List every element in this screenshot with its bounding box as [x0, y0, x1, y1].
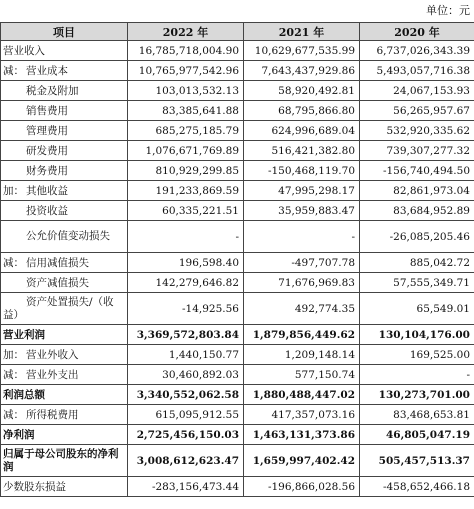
- cell-2021: 68,795,866.80: [244, 101, 360, 121]
- table-row: [1, 253, 474, 273]
- cell-2020: 739,307,277.32: [360, 141, 474, 161]
- cell-2022: -: [128, 221, 244, 253]
- table-row: [1, 385, 474, 405]
- row-label: [1, 445, 128, 477]
- table-row: [1, 365, 474, 385]
- row-prefix: 加：: [3, 185, 24, 197]
- cell-2022: 30,460,892.03: [128, 365, 244, 385]
- table-row: [1, 61, 474, 81]
- table-row: [1, 293, 474, 325]
- cell-2020: 169,525.00: [360, 345, 474, 365]
- cell-2022: 1,076,671,769.89: [128, 141, 244, 161]
- table-row: [1, 101, 474, 121]
- cell-2020: 505,457,513.37: [360, 445, 474, 477]
- cell-2022: 810,929,299.85: [128, 161, 244, 181]
- cell-2021: -497,707.78: [244, 253, 360, 273]
- cell-2021: 1,879,856,449.62: [244, 325, 360, 345]
- row-label-text: 营业利润: [3, 329, 45, 341]
- row-label-text: 资产处置损失/（收益）: [3, 295, 114, 321]
- row-label-text: 研发费用: [26, 145, 68, 157]
- table-row: [1, 345, 474, 365]
- row-label-text: 营业外支出: [26, 369, 79, 381]
- table-header-row: [1, 23, 474, 41]
- row-label-text: 少数股东损益: [3, 481, 66, 493]
- row-label: [1, 201, 128, 221]
- row-label: [1, 81, 128, 101]
- row-label-text: 利润总额: [3, 389, 45, 401]
- row-prefix: 加：: [3, 349, 24, 361]
- row-label-text: 信用减值损失: [26, 257, 89, 269]
- header-2021: 2021 年: [244, 23, 360, 41]
- cell-2022: 10,765,977,542.96: [128, 61, 244, 81]
- cell-2020: 57,555,349.71: [360, 273, 474, 293]
- cell-2022: 3,340,552,062.58: [128, 385, 244, 405]
- cell-2021: 1,659,997,402.42: [244, 445, 360, 477]
- cell-2022: 191,233,869.59: [128, 181, 244, 201]
- cell-2022: 2,725,456,150.03: [128, 425, 244, 445]
- row-label: [1, 41, 128, 61]
- table-row: [1, 425, 474, 445]
- table-row: [1, 221, 474, 253]
- table-row: [1, 445, 474, 477]
- row-prefix: 减：: [3, 65, 24, 77]
- cell-2020: -: [360, 365, 474, 385]
- cell-2020: 83,684,952.89: [360, 201, 474, 221]
- cell-2021: -: [244, 221, 360, 253]
- cell-2022: 83,385,641.88: [128, 101, 244, 121]
- cell-2022: 615,095,912.55: [128, 405, 244, 425]
- cell-2020: 46,805,047.19: [360, 425, 474, 445]
- cell-2020: 130,104,176.00: [360, 325, 474, 345]
- row-label-text: 归属于母公司股东的净利润: [3, 447, 119, 473]
- table-row: [1, 405, 474, 425]
- cell-2020: 82,861,973.04: [360, 181, 474, 201]
- row-label: [1, 345, 128, 365]
- row-label: [1, 385, 128, 405]
- cell-2020: 6,737,026,343.39: [360, 41, 474, 61]
- row-label-text: 公允价值变动损失: [26, 230, 110, 242]
- row-label-text: 财务费用: [26, 165, 68, 177]
- header-item: 项目: [1, 23, 128, 41]
- cell-2021: 58,920,492.81: [244, 81, 360, 101]
- cell-2021: 47,995,298.17: [244, 181, 360, 201]
- row-label: [1, 181, 128, 201]
- row-label-text: 税金及附加: [26, 85, 79, 97]
- row-label: [1, 365, 128, 385]
- cell-2021: -196,866,028.56: [244, 477, 360, 497]
- table-row: [1, 121, 474, 141]
- cell-2021: 1,209,148.14: [244, 345, 360, 365]
- row-label-text: 其他收益: [26, 185, 68, 197]
- row-label: [1, 253, 128, 273]
- row-label: [1, 425, 128, 445]
- table-row: [1, 41, 474, 61]
- cell-2022: 685,275,185.79: [128, 121, 244, 141]
- row-label: [1, 477, 128, 497]
- cell-2022: 142,279,646.82: [128, 273, 244, 293]
- cell-2020: 24,067,153.93: [360, 81, 474, 101]
- cell-2021: -150,468,119.70: [244, 161, 360, 181]
- row-label-text: 营业外收入: [26, 349, 79, 361]
- cell-2022: 103,013,532.13: [128, 81, 244, 101]
- table-row: [1, 477, 474, 497]
- row-label: [1, 121, 128, 141]
- table-row: [1, 141, 474, 161]
- cell-2020: 885,042.72: [360, 253, 474, 273]
- row-label-text: 营业成本: [26, 65, 68, 77]
- unit-label: 单位：元: [426, 4, 470, 17]
- row-label: [1, 101, 128, 121]
- cell-2021: 492,774.35: [244, 293, 360, 325]
- cell-2020: 65,549.01: [360, 293, 474, 325]
- cell-2022: 3,369,572,803.84: [128, 325, 244, 345]
- row-label-text: 净利润: [3, 429, 35, 441]
- cell-2021: 71,676,969.83: [244, 273, 360, 293]
- row-label: [1, 405, 128, 425]
- cell-2021: 1,463,131,373.86: [244, 425, 360, 445]
- row-prefix: 减：: [3, 369, 24, 381]
- cell-2022: -14,925.56: [128, 293, 244, 325]
- cell-2021: 1,880,488,447.02: [244, 385, 360, 405]
- cell-2020: -156,740,494.50: [360, 161, 474, 181]
- table-row: [1, 181, 474, 201]
- header-2022: 2022 年: [128, 23, 244, 41]
- cell-2021: 516,421,382.80: [244, 141, 360, 161]
- row-prefix: 减：: [3, 257, 24, 269]
- table-body: [1, 41, 474, 497]
- cell-2020: -458,652,466.18: [360, 477, 474, 497]
- row-label-text: 管理费用: [26, 125, 68, 137]
- row-label-text: 投资收益: [26, 205, 68, 217]
- cell-2022: 3,008,612,623.47: [128, 445, 244, 477]
- cell-2020: 5,493,057,716.38: [360, 61, 474, 81]
- row-label: [1, 273, 128, 293]
- table-row: [1, 273, 474, 293]
- cell-2022: 60,335,221.51: [128, 201, 244, 221]
- cell-2021: 10,629,677,535.99: [244, 41, 360, 61]
- row-label-text: 销售费用: [26, 105, 68, 117]
- cell-2022: 196,598.40: [128, 253, 244, 273]
- cell-2022: -283,156,473.44: [128, 477, 244, 497]
- table-row: [1, 325, 474, 345]
- cell-2021: 7,643,437,929.86: [244, 61, 360, 81]
- cell-2021: 35,959,883.47: [244, 201, 360, 221]
- header-2020: 2020 年: [360, 23, 474, 41]
- cell-2020: 532,920,335.62: [360, 121, 474, 141]
- row-label: [1, 325, 128, 345]
- cell-2021: 624,996,689.04: [244, 121, 360, 141]
- table-row: [1, 201, 474, 221]
- row-label-text: 营业收入: [3, 45, 45, 57]
- cell-2021: 417,357,073.16: [244, 405, 360, 425]
- row-label: [1, 221, 128, 253]
- cell-2020: 83,468,653.81: [360, 405, 474, 425]
- row-label: [1, 61, 128, 81]
- cell-2020: 56,265,957.67: [360, 101, 474, 121]
- row-label: [1, 141, 128, 161]
- table-row: [1, 81, 474, 101]
- row-label-text: 所得税费用: [26, 409, 79, 421]
- cell-2021: 577,150.74: [244, 365, 360, 385]
- cell-2022: 1,440,150.77: [128, 345, 244, 365]
- cell-2022: 16,785,718,004.90: [128, 41, 244, 61]
- cell-2020: 130,273,701.00: [360, 385, 474, 405]
- table-row: [1, 161, 474, 181]
- row-label: [1, 161, 128, 181]
- cell-2020: -26,085,205.46: [360, 221, 474, 253]
- income-statement-table: [0, 22, 474, 497]
- row-label-text: 资产减值损失: [26, 277, 89, 289]
- row-label: [1, 293, 128, 325]
- row-prefix: 减：: [3, 409, 24, 421]
